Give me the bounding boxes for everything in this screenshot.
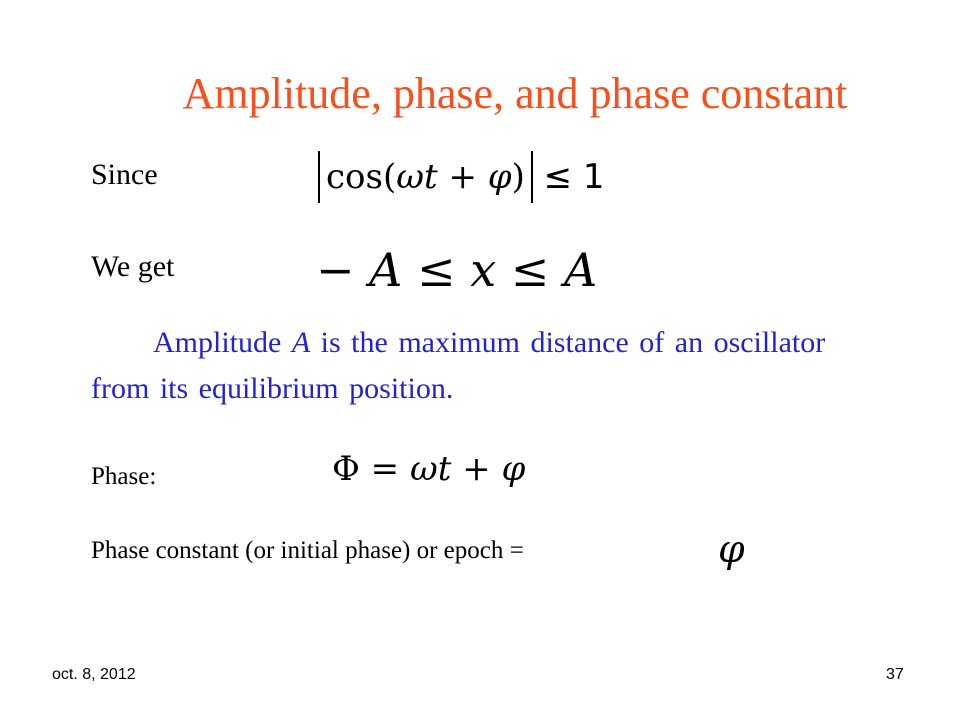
amplitude-text-2: is the maximum distance of an oscillator from its equilibrium position.	[91, 326, 826, 405]
amplitude-bound-equation: − A ≤ x ≤ A	[316, 243, 598, 297]
phase-constant-label: Phase constant (or initial phase) or epoch =	[91, 537, 524, 564]
cosine-bound-equation: cos(ωt + φ) ≤ 1	[318, 148, 605, 206]
amplitude-variable: A	[291, 326, 311, 359]
phase-constant-symbol: φ	[718, 527, 745, 571]
we-get-label: We get	[91, 250, 175, 283]
page-number: 37	[886, 666, 904, 683]
since-label: Since	[91, 158, 158, 191]
amplitude-definition	[91, 320, 851, 412]
phase-label: Phase:	[91, 463, 157, 490]
phase-equation: Φ = ωt + φ	[332, 449, 526, 489]
footer-date: oct. 8, 2012	[52, 666, 136, 683]
slide-title: Amplitude, phase, and phase constant	[182, 69, 848, 118]
amplitude-text-1: Amplitude	[153, 326, 292, 359]
